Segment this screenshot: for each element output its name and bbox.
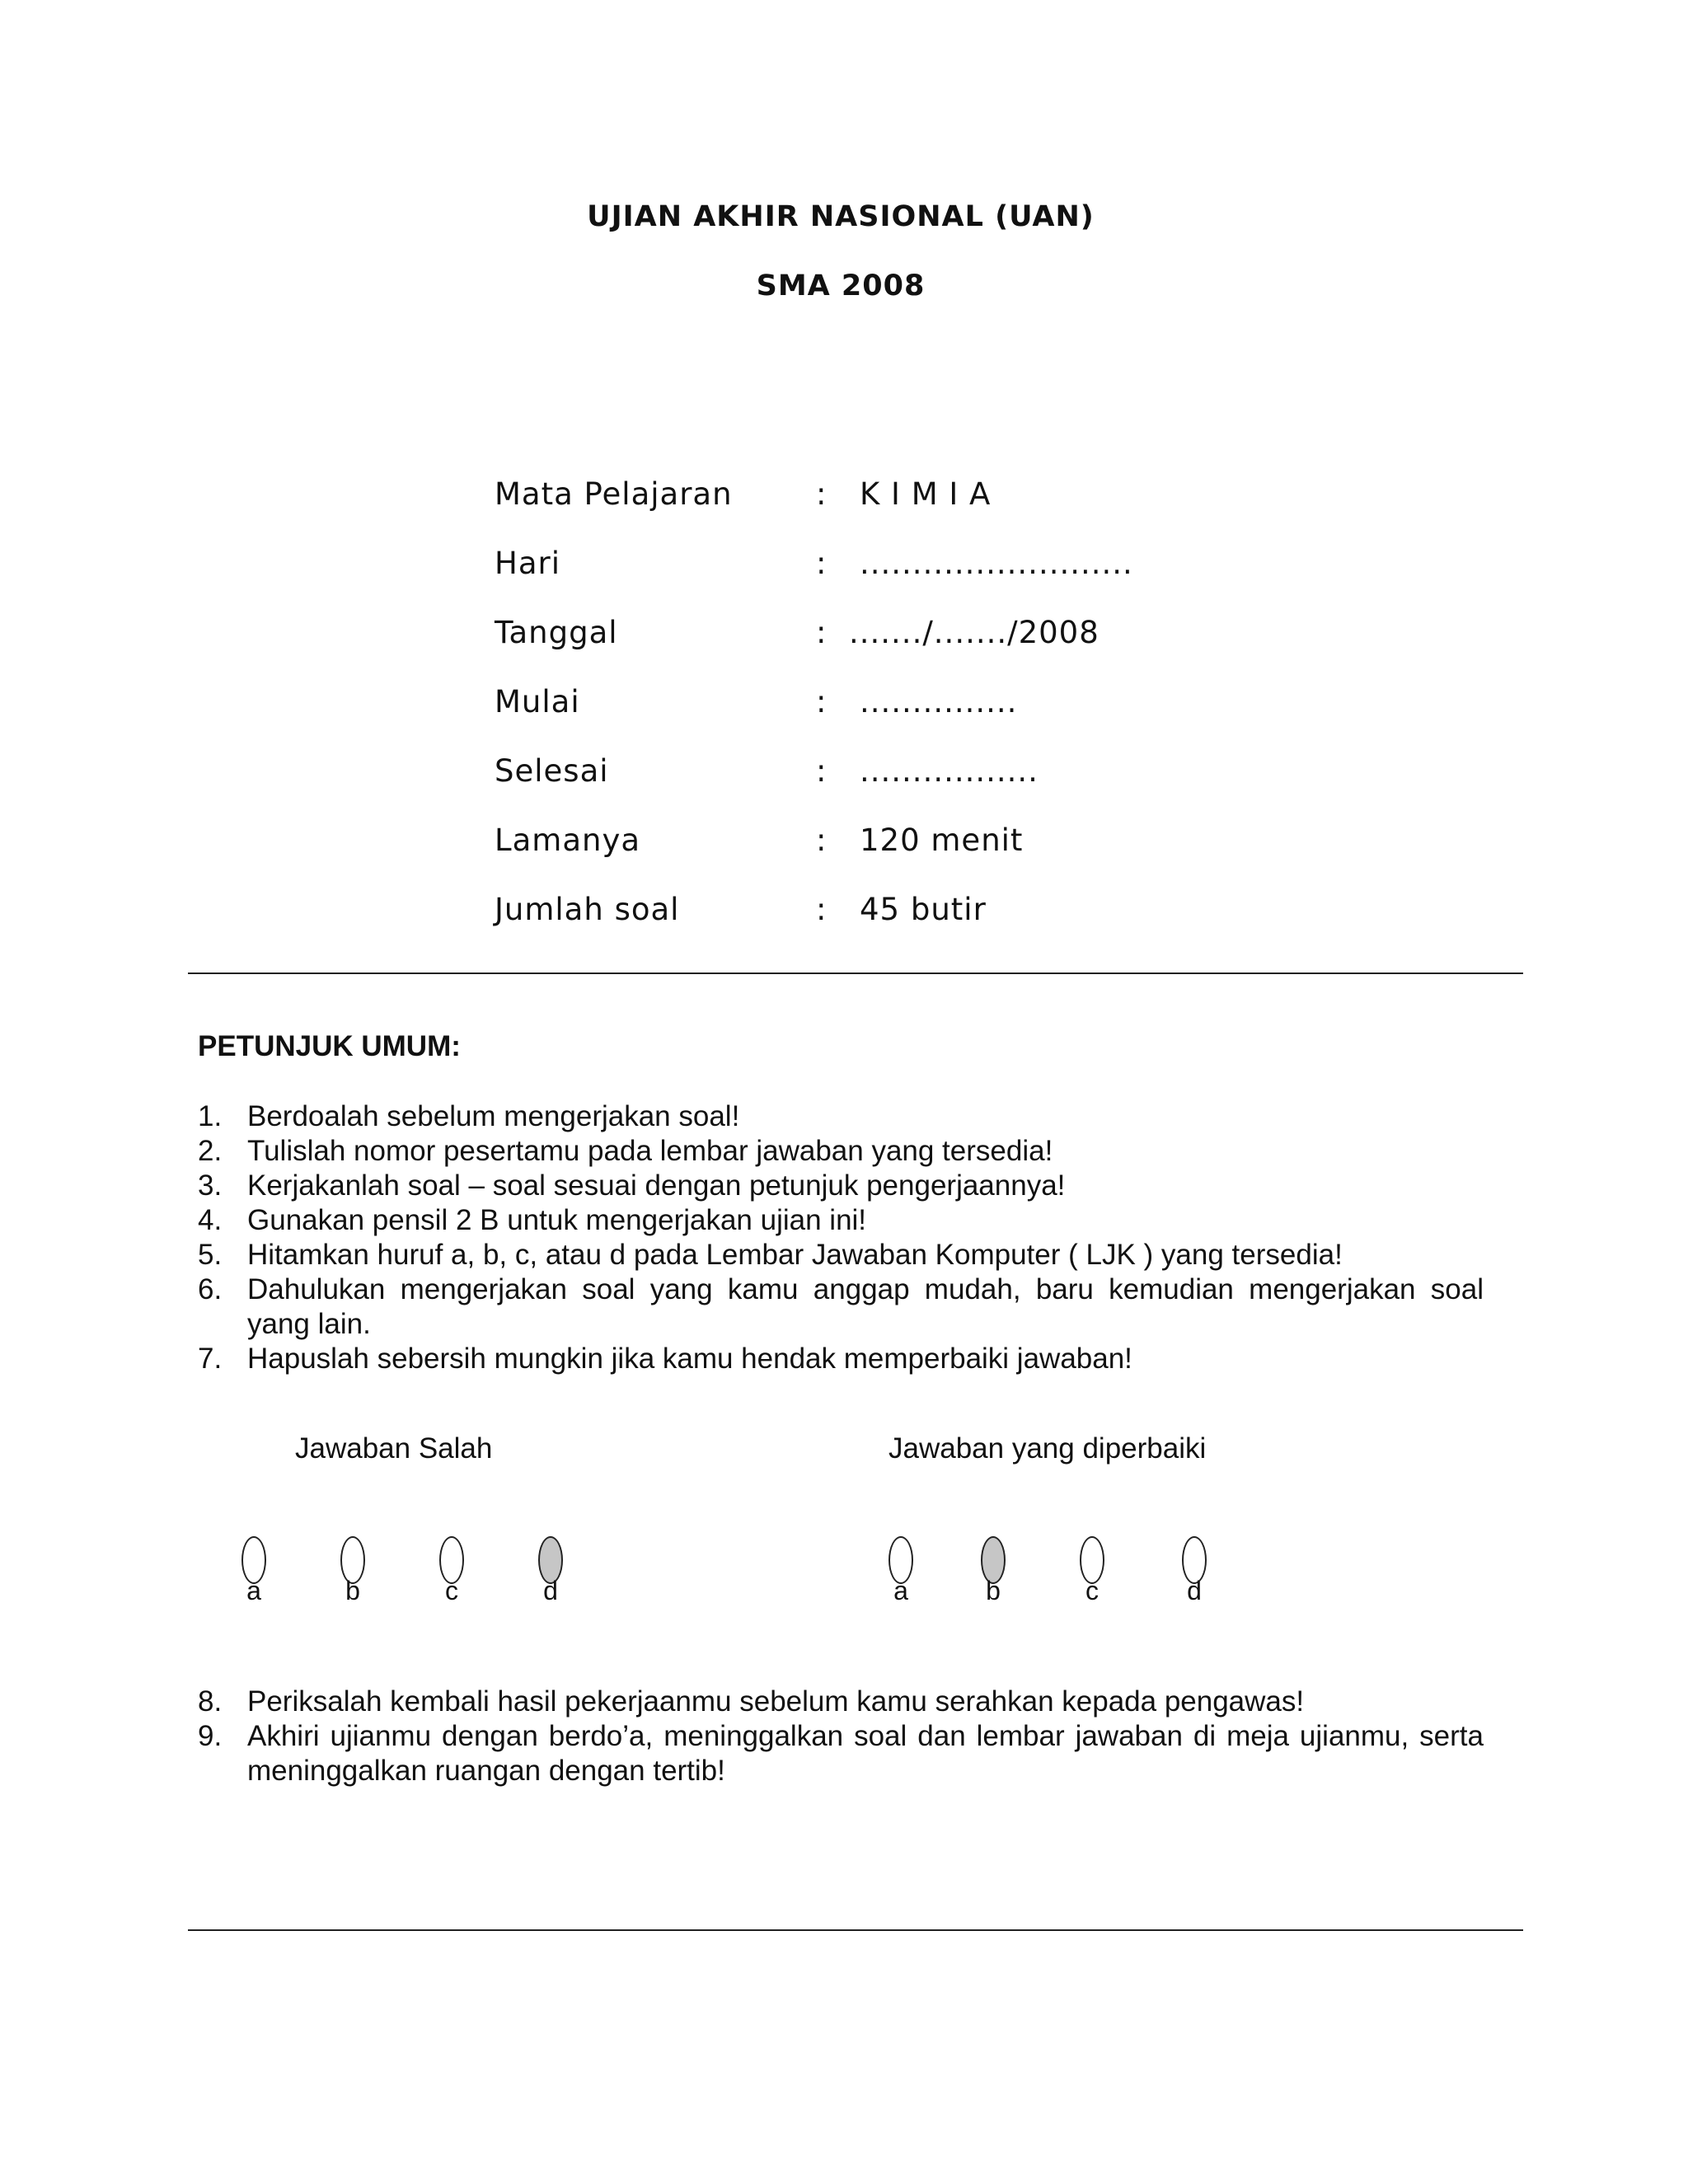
bubble-letter: c: [1085, 1576, 1099, 1605]
list-item-text: Gunakan pensil 2 B untuk mengerjakan ujian ini!: [247, 1204, 867, 1236]
page-subtitle: SMA 2008: [756, 269, 926, 302]
info-value: ...............: [860, 684, 1018, 719]
bubble-letter: b: [986, 1576, 1001, 1605]
answer-example-label: Jawaban yang diperbaiki: [889, 1432, 1207, 1465]
info-colon: :: [816, 546, 828, 581]
bubble-letter: d: [543, 1576, 558, 1605]
list-item-number: 7.: [198, 1343, 223, 1375]
list-item-number: 8.: [198, 1685, 223, 1718]
list-item-number: 6.: [198, 1273, 223, 1305]
info-value: K I M I A: [860, 476, 992, 512]
list-item-text: Kerjakanlah soal – soal sesuai dengan petunjuk pengerjaannya!: [247, 1169, 1066, 1202]
list-item-number: 5.: [198, 1239, 223, 1271]
info-colon: :: [816, 823, 828, 858]
info-label: Hari: [495, 546, 560, 581]
list-item-text: Hitamkan huruf a, b, c, atau d pada Lembar Jawaban Komputer ( LJK ) yang tersedia!: [247, 1239, 1343, 1271]
list-item-text: Hapuslah sebersih mungkin jika kamu hendak memperbaiki jawaban!: [247, 1343, 1132, 1375]
info-colon: :: [816, 892, 828, 927]
divider-bottom: [188, 1929, 1523, 1931]
bubble-letter: a: [893, 1576, 908, 1605]
list-item-number: 4.: [198, 1204, 223, 1236]
info-value: 120 menit: [860, 823, 1024, 858]
info-value: 45 butir: [860, 892, 987, 927]
info-value: ..........................: [860, 546, 1133, 581]
info-label: Lamanya: [495, 823, 641, 858]
list-item-text: Dahulukan mengerjakan soal yang kamu anggap mudah, baru kemudian mengerjakan soal yang lain.: [247, 1273, 1484, 1340]
list-item-number: 9.: [198, 1720, 223, 1752]
instructions-heading: PETUNJUK UMUM:: [198, 1030, 461, 1062]
list-item-text: Periksalah kembali hasil pekerjaanmu sebelum kamu serahkan kepada pengawas!: [247, 1685, 1305, 1718]
bubble-letter: c: [445, 1576, 458, 1605]
info-colon: :: [816, 476, 828, 512]
list-item-number: 3.: [198, 1169, 223, 1202]
info-colon: :: [816, 684, 828, 719]
info-value: ......./......./2008: [849, 615, 1100, 650]
info-label: Tanggal: [495, 615, 618, 650]
answer-example-label: Jawaban Salah: [295, 1432, 493, 1465]
list-item-number: 2.: [198, 1135, 223, 1167]
bubble-letter: d: [1187, 1576, 1202, 1605]
info-colon: :: [816, 753, 828, 789]
info-colon: :: [816, 615, 828, 650]
list-item-text: Tulislah nomor pesertamu pada lembar jawaban yang tersedia!: [247, 1135, 1053, 1167]
info-label: Mulai: [495, 684, 580, 719]
bubble-letter: a: [246, 1576, 261, 1605]
page-title: UJIAN AKHIR NASIONAL (UAN): [587, 200, 1095, 233]
divider-top: [188, 972, 1523, 974]
info-label: Jumlah soal: [495, 892, 680, 927]
info-label: Mata Pelajaran: [495, 476, 733, 512]
info-label: Selesai: [495, 753, 609, 789]
list-item-text: Akhiri ujianmu dengan berdo’a, meninggalkan soal dan lembar jawaban di meja ujianmu, serta meninggalkan ruangan dengan tertib!: [247, 1720, 1484, 1787]
list-item-text: Berdoalah sebelum mengerjakan soal!: [247, 1100, 740, 1132]
info-value: .................: [860, 753, 1039, 789]
bubble-letter: b: [345, 1576, 360, 1605]
list-item-number: 1.: [198, 1100, 223, 1132]
